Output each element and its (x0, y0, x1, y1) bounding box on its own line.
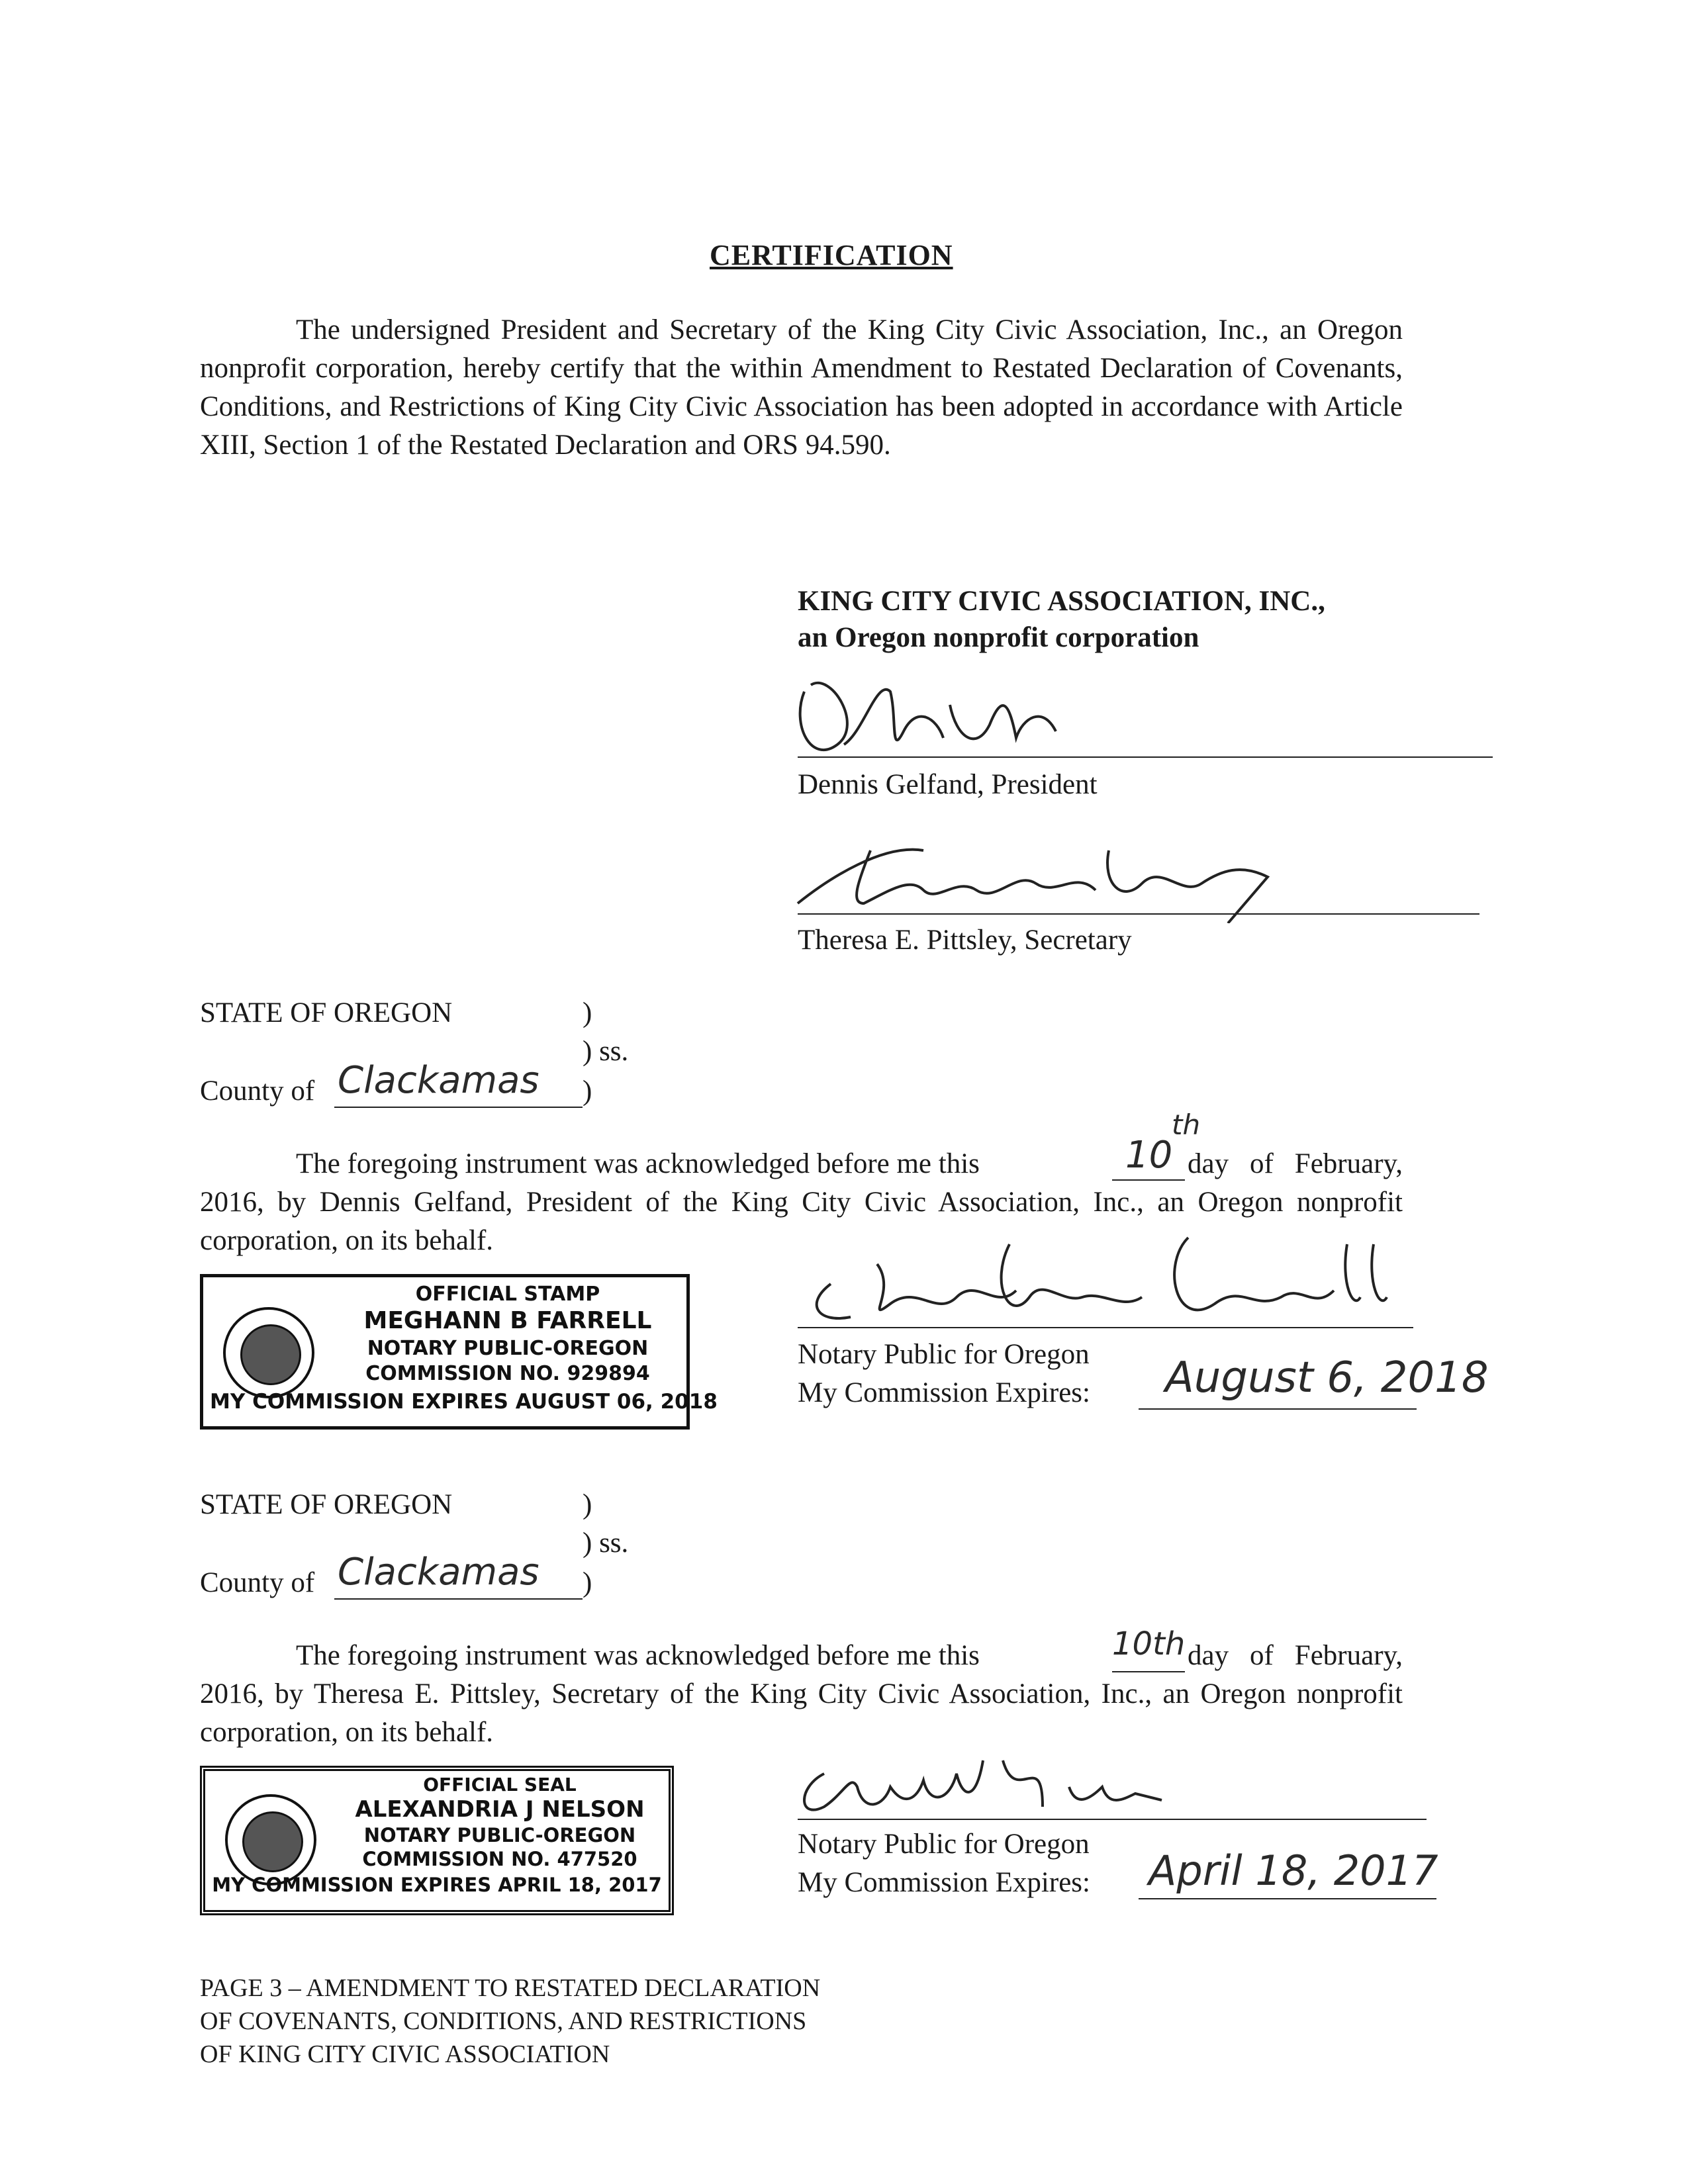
stamp1-line1: OFFICIAL STAMP (415, 1283, 600, 1306)
ack1-text-before-day: The foregoing instrument was acknowledged before me this (296, 1148, 980, 1179)
ack2-expires-handwritten: April 18, 2017 (1149, 1846, 1438, 1895)
ack1-day-suffix-handwritten: th (1172, 1109, 1201, 1141)
stamp1-line3: NOTARY PUBLIC-OREGON (367, 1337, 649, 1360)
stamp2-line4: COMMISSION NO. 477520 (362, 1848, 637, 1870)
notary1-signature-line (798, 1327, 1413, 1328)
ack1-day-handwritten: 10 (1125, 1134, 1173, 1177)
stamp2-line1: OFFICIAL SEAL (423, 1774, 577, 1796)
secretary-signature-line (798, 913, 1479, 915)
ack2-state: STATE OF OREGON (200, 1489, 453, 1520)
president-signature (791, 665, 1122, 764)
president-name: Dennis Gelfand, President (798, 769, 1098, 800)
notary-stamp-1 (200, 1274, 718, 1430)
ack2-expires-label: My Commission Expires: (798, 1867, 1090, 1898)
page-title: CERTIFICATION (710, 239, 953, 271)
stamp1-line2: MEGHANN B FARRELL (363, 1307, 652, 1334)
stamp2-line2: ALEXANDRIA J NELSON (355, 1796, 645, 1823)
notary2-signature (791, 1734, 1254, 1827)
notary2-signature-line (798, 1819, 1427, 1820)
ack2-county-handwritten: Clackamas (338, 1551, 539, 1594)
ack2-county-line (334, 1598, 583, 1600)
footer-line2: OF COVENANTS, CONDITIONS, AND RESTRICTIONS (200, 2007, 807, 2035)
secretary-signature (791, 831, 1294, 923)
ack1-county-label: County of (200, 1075, 315, 1107)
certification-text: The undersigned President and Secretary of the King City Civic Association, Inc., an Oregon nonprofit corporation, hereby certify that the within Amendment to Restated Declaration of Covenants, Conditions, and Restrictions of King City Civic Association has been adopted in accordance with Article XIII, Section 1 of the Restated Declaration and ORS 94.590. (200, 314, 1403, 461)
footer-line3: OF KING CITY CIVIC ASSOCIATION (200, 2040, 610, 2068)
notary-stamp-2 (200, 1766, 674, 1915)
ack1-state: STATE OF OREGON (200, 997, 453, 1028)
secretary-name: Theresa E. Pittsley, Secretary (798, 925, 1132, 956)
ack2-county-label: County of (200, 1567, 315, 1598)
ack1-expires-handwritten: August 6, 2018 (1165, 1353, 1489, 1402)
ack1-expires-line (1139, 1408, 1417, 1410)
oregon-seal-icon (225, 1794, 316, 1886)
ack2-text-after-day: day of February, 2016, by Theresa E. Pittsley, Secretary of the King City Civic Association, Inc., an Oregon nonprofit corporation, on its behalf. (200, 1640, 1403, 1748)
ack2-ss: ) ss. (583, 1527, 629, 1559)
ack1-county-handwritten: Clackamas (338, 1059, 539, 1102)
ack2-notary-label: Notary Public for Oregon (798, 1829, 1090, 1860)
stamp1-line5: MY COMMISSION EXPIRES AUGUST 06, 2018 (210, 1390, 718, 1414)
ack2-paren: ) (583, 1489, 592, 1520)
ack2-text-before-day: The foregoing instrument was acknowledged before me this (296, 1640, 980, 1671)
footer-line1: PAGE 3 – AMENDMENT TO RESTATED DECLARATION (200, 1974, 821, 2002)
stamp1-line4: COMMISSION NO. 929894 (365, 1362, 650, 1385)
ack1-expires-label: My Commission Expires: (798, 1377, 1090, 1408)
stamp2-line5: MY COMMISSION EXPIRES APRIL 18, 2017 (212, 1874, 662, 1896)
org-name: KING CITY CIVIC ASSOCIATION, INC., (798, 586, 1325, 617)
notary1-signature (791, 1224, 1440, 1337)
ack1-text-after-day: day of February, 2016, by Dennis Gelfand, President of the King City Civic Association, Inc., an Oregon nonprofit corporation, on its behalf. (200, 1148, 1403, 1256)
president-signature-line (798, 756, 1493, 758)
ack1-county-line (334, 1107, 583, 1108)
certification-paragraph (200, 311, 1403, 465)
org-subtitle: an Oregon nonprofit corporation (798, 622, 1199, 653)
ack1-paren: ) (583, 997, 592, 1028)
ack1-ss: ) ss. (583, 1036, 629, 1067)
ack1-notary-label: Notary Public for Oregon (798, 1339, 1090, 1370)
ack2-paren-close: ) (583, 1567, 592, 1598)
ack2-day-handwritten: 10th (1112, 1625, 1186, 1662)
ack1-paren-close: ) (583, 1075, 592, 1107)
oregon-seal-icon (223, 1307, 314, 1398)
ack2-expires-line (1139, 1898, 1436, 1899)
stamp2-line3: NOTARY PUBLIC-OREGON (363, 1824, 636, 1846)
